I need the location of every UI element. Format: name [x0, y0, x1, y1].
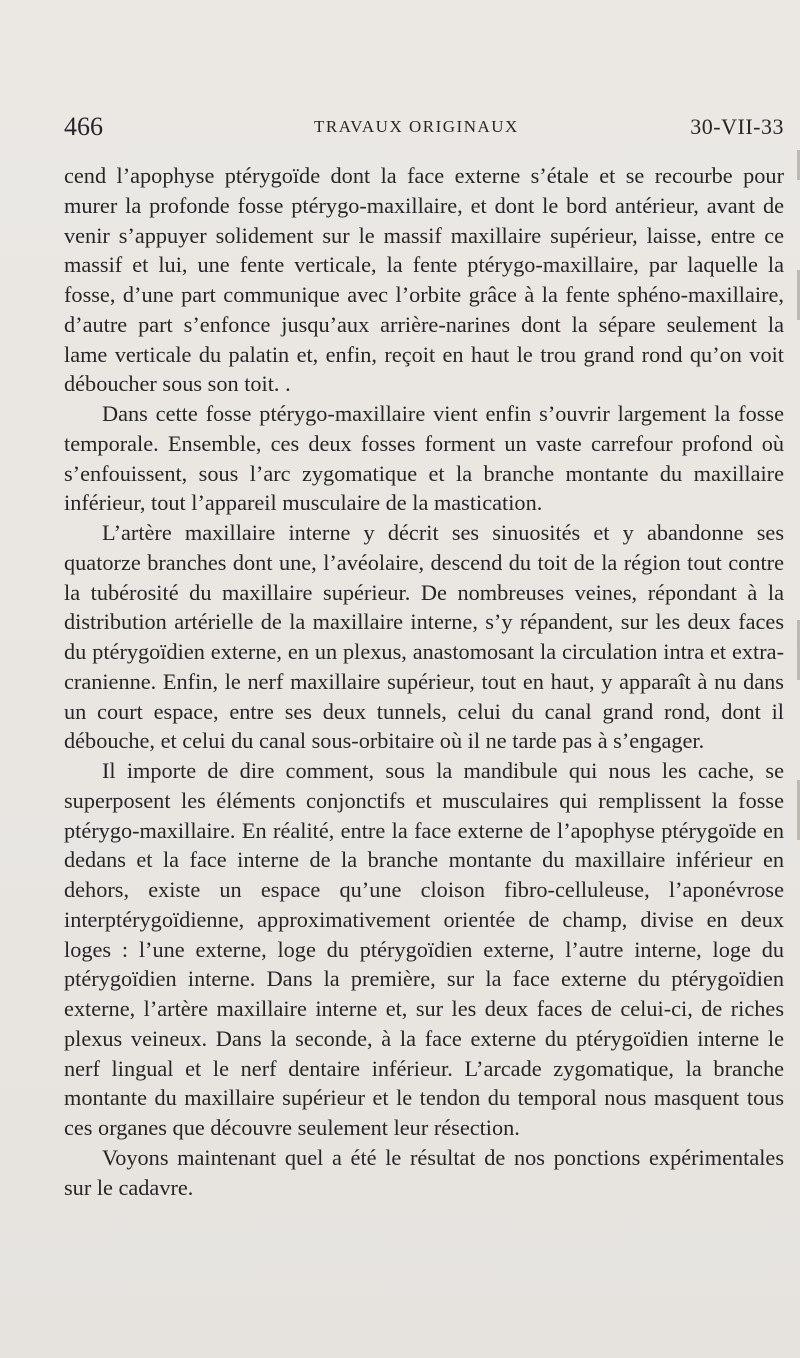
- paragraph-5: Voyons maintenant quel a été le résultat de nos ponctions expérimentales sur le cadavre.: [64, 1144, 784, 1200]
- page-header: [64, 112, 784, 142]
- paragraph-2: Dans cette fosse ptérygo-maxillaire vient enfin s’ouvrir largement la fosse temporale. Ensemble, ces deux fosses forment un vaste carrefour profond où s’enfouissent, sous l’arc zygomatique et la branche montante du maxillaire inférieur, tout l’appareil musculaire de la mastication.: [64, 401, 784, 516]
- paragraph-4: Il importe de dire comment, sous la mandibule qui nous les cache, se superposent les éléments conjonctifs et musculaires qui remplissent la fosse ptérygo-maxillaire. En réalité, entre la face externe de l’apophyse ptérygoïde en dedans et la face interne de la branche montante du maxillaire inférieur en dehors, existe un espace qu’une cloison fibro-celluleuse, l’aponévrose interptérygoïdienne, approximativement orientée de champ, divise en deux loges : l’une externe, loge du ptérygoïdien externe, l’autre interne, loge du ptérygoïdien interne. Dans la première, sur la face externe du ptérygoïdien externe, l’artère maxillaire interne et, sur les deux faces de celui-ci, de riches plexus veineux. Dans la seconde, à la face externe du ptérygoïdien interne le nerf lingual et le nerf dentaire inférieur. L’arcade zygomatique, la branche montante du maxillaire supérieur et le tendon du temporal nous masquent tous ces organes que découvre seulement leur résection.: [64, 758, 784, 1140]
- paragraph-1: cend l’apophyse ptérygoïde dont la face externe s’étale et se recourbe pour murer la profonde fosse ptérygo-maxillaire, et dont le bord antérieur, avant de venir s’appuyer solidement sur le massif maxillaire supérieur, laisse, entre ce massif et lui, une fente verticale, la fente ptérygo-maxillaire, par laquelle la fosse, d’une part communique avec l’orbite grâce à la fente sphéno-maxillaire, d’autre part s’enfonce jusqu’aux arrière-narines dont la sépare seulement la lame verticale du palatin et, enfin, reçoit en haut le trou grand rond qu’on voit déboucher sous son toit. .: [64, 163, 784, 397]
- paragraph-3: L’artère maxillaire interne y décrit ses sinuosités et y abandonne ses quatorze branches dont une, l’avéolaire, descend du toit de la région tout contre la tubérosité du maxillaire supérieur. De nombreuses veines, répondant à la distribution artérielle de la maxillaire interne, s’y répandent, sur les deux faces du ptérygoïdien externe, en un plexus, anastomosant la circulation intra et extra-cranienne. Enfin, le nerf maxillaire supérieur, tout en haut, y apparaît à nu dans un court espace, entre ses deux tunnels, celui du canal grand rond, dont il débouche, et celui du canal sous-orbitaire où il ne tarde pas à s’engager.: [64, 520, 784, 754]
- article-body: [64, 161, 784, 1202]
- page-number: 466: [64, 112, 103, 141]
- running-title: TRAVAUX ORIGINAUX: [314, 117, 519, 136]
- issue-date: 30-VII-33: [690, 114, 784, 139]
